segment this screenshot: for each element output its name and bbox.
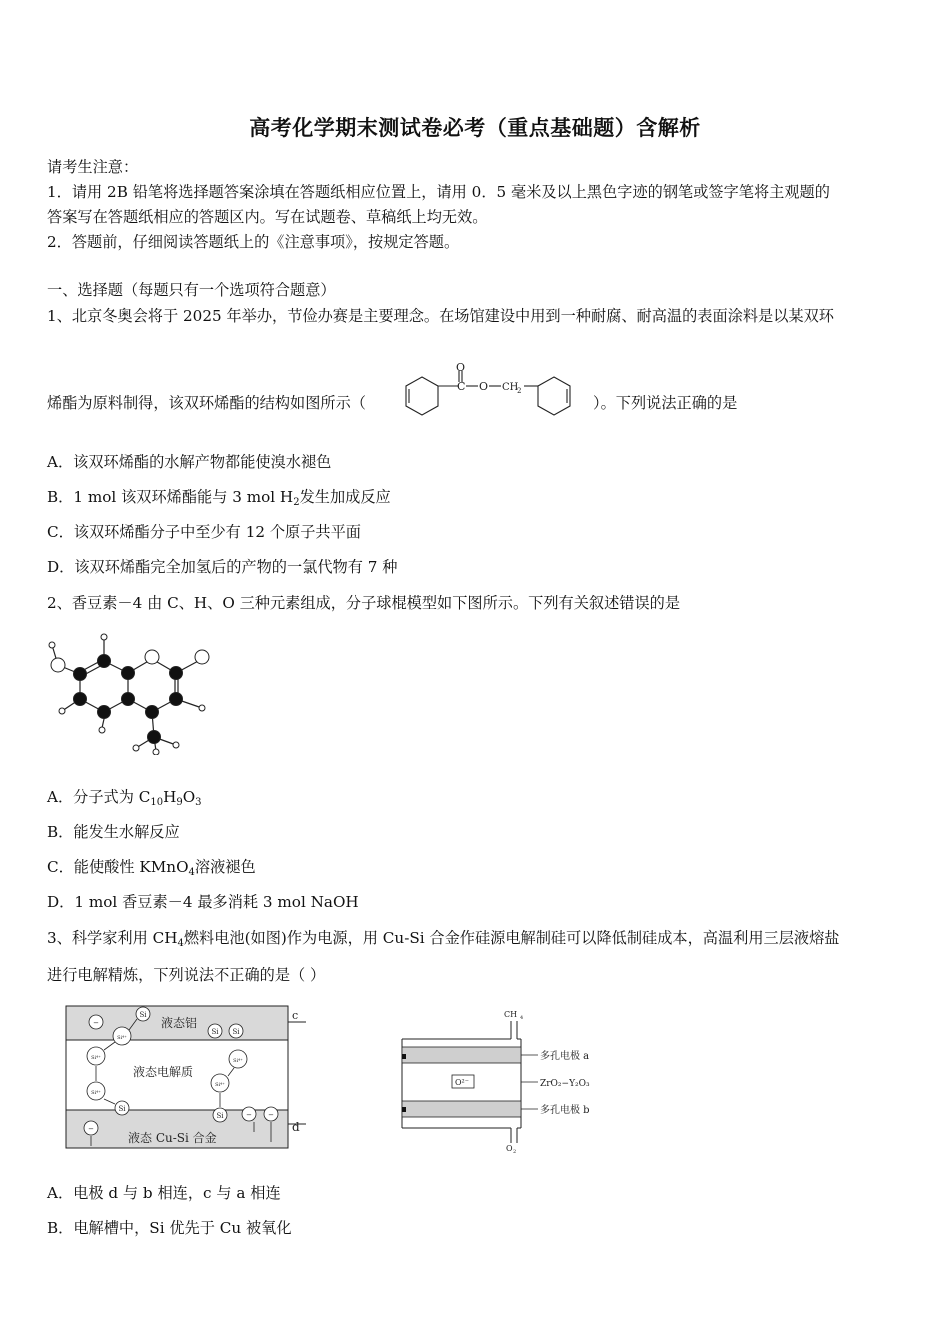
q3-option-a: A．电极 d 与 b 相连，c 与 a 相连 <box>47 1184 281 1202</box>
layer-top-label: 液态铝 <box>161 1016 198 1030</box>
si-atom-5: Si <box>216 1112 224 1120</box>
ch4-label: CH <box>504 1010 518 1019</box>
q1-option-b-tail: 发生加成反应 <box>299 488 391 506</box>
notice-heading: 请考生注意： <box>47 158 139 176</box>
q1-option-d: D．该双环烯酯完全加氢后的产物的一氯代物有 7 种 <box>47 558 398 576</box>
q1-option-a: A．该双环烯酯的水解产物都能使溴水褪色 <box>47 453 332 471</box>
o2-sub: 2 <box>513 1149 517 1155</box>
notice-line-2: 答案写在答题纸相应的答题区内。写在试题卷、草稿纸上均无效。 <box>47 208 488 226</box>
oxide-ion-label: O²⁻ <box>455 1078 469 1087</box>
label-o-top: O <box>456 361 466 374</box>
q2-option-a-sub1: 10 <box>150 797 164 808</box>
si-ion-1: Si⁴⁺ <box>117 1035 127 1041</box>
si-atom-1: Si <box>139 1011 147 1019</box>
porous-electrode-b <box>402 1101 521 1117</box>
electrode-a-label: 多孔电极 a <box>540 1051 590 1062</box>
q2-option-c-sub: 4 <box>188 867 195 878</box>
q3-stem-line1 <box>47 927 839 948</box>
label-c: C <box>457 380 466 393</box>
label-ch-sub: 2 <box>517 387 522 395</box>
q1-option-b-text: B．1 mol 该双环烯酯能与 3 mol H <box>47 488 294 506</box>
ion-minus-3: − <box>268 1111 274 1119</box>
q3-stem-text: 3、科学家利用 CH <box>47 929 178 947</box>
si-ion-2: Si⁴⁺ <box>91 1055 101 1061</box>
ring-left <box>406 377 438 415</box>
si-atom-2: Si <box>211 1028 219 1036</box>
q1-stem-line2-before: 烯酯为原料制得，该双环烯酯的结构如图所示（ <box>47 394 366 412</box>
ion-minus-2: − <box>246 1111 252 1119</box>
q2-option-d: D．1 mol 香豆素－4 最多消耗 3 mol NaOH <box>47 893 359 911</box>
q3-option-b: B．电解槽中，Si 优先于 Cu 被氧化 <box>47 1219 292 1237</box>
q3-electrolysis-cell <box>60 1000 310 1156</box>
q1-stem-line1: 1、北京冬奥会将于 2025 年举办，节俭办赛是主要理念。在场馆建设中用到一种耐腐、耐高温的表面涂料是以某双环 <box>47 307 834 325</box>
si-ion-3: Si⁴⁺ <box>91 1090 101 1096</box>
layer-middle-label: 液态电解质 <box>133 1065 194 1079</box>
q2-ball-stick-model <box>44 625 214 755</box>
q2-option-b: B．能发生水解反应 <box>47 823 180 841</box>
o2-label: O <box>506 1144 513 1153</box>
q3-stem-line2: 进行电解精炼，下列说法不正确的是（ ） <box>47 966 326 984</box>
label-o: O <box>479 380 489 393</box>
si-ion-5: Si⁴⁺ <box>215 1082 225 1088</box>
q2-option-a <box>47 786 202 807</box>
ion-minus-1: − <box>93 1019 99 1027</box>
ion-minus-4: − <box>88 1125 94 1133</box>
ch4-sub: 4 <box>520 1015 524 1021</box>
q1-option-c: C．该双环烯酯分子中至少有 12 个原子共平面 <box>47 523 361 541</box>
electrode-b-label: 多孔电极 b <box>540 1105 590 1116</box>
electrolyte-label: ZrO₂−Y₂O₃ <box>540 1079 590 1089</box>
q1-structure-diagram <box>398 360 590 426</box>
si-ion-4: Si⁴⁺ <box>233 1058 243 1064</box>
q2-option-c-text: C．能使酸性 KMnO <box>47 858 189 876</box>
label-ch: CH <box>502 382 519 393</box>
ring-right <box>538 377 570 415</box>
q2-option-c-tail: 溶液褪色 <box>194 858 256 876</box>
q3-stem-tail: 燃料电池(如图)作为电源，用 Cu-Si 合金作硅源电解制硅可以降低制硅成本，高温利用三层液熔盐 <box>183 929 840 947</box>
si-atom-4: Si <box>118 1105 126 1113</box>
page-title: 高考化学期末测试卷必考（重点基础题）含解析 <box>249 115 701 140</box>
q1-option-b-sub: 2 <box>293 497 300 508</box>
electrode-d-label: d <box>292 1120 300 1134</box>
q3-stem-sub: 4 <box>177 938 184 949</box>
q2-option-a-sub2: 9 <box>176 797 183 808</box>
q2-option-a-sub3: 3 <box>195 797 202 808</box>
porous-electrode-a <box>402 1047 521 1063</box>
q2-option-a-text: A．分子式为 C <box>47 788 151 806</box>
q2-option-a-o: O <box>182 788 196 806</box>
layer-bottom-label: 液态 Cu-Si 合金 <box>128 1131 217 1145</box>
section-heading: 一、选择题（每题只有一个选项符合题意） <box>47 281 336 299</box>
q2-option-c <box>47 856 256 877</box>
si-atom-3: Si <box>232 1028 240 1036</box>
q1-option-b <box>47 486 391 507</box>
electrode-c-label: c <box>292 1009 299 1022</box>
notice-line-1: 1．请用 2B 铅笔将选择题答案涂填在答题纸相应位置上，请用 0．5 毫米及以上黑色字迹的钢笔或签字笔将主观题的 <box>47 183 830 201</box>
notice-line-3: 2．答题前，仔细阅读答题纸上的《注意事项》，按规定答题。 <box>47 233 460 251</box>
q2-option-a-h: H <box>163 788 177 806</box>
q1-stem-line2-after: ）。下列说法正确的是 <box>593 394 738 412</box>
q2-stem: 2、香豆素－4 由 C、H、O 三种元素组成，分子球棍模型如下图所示。下列有关叙述错误的是 <box>47 594 681 612</box>
q3-fuel-cell <box>398 1005 613 1155</box>
